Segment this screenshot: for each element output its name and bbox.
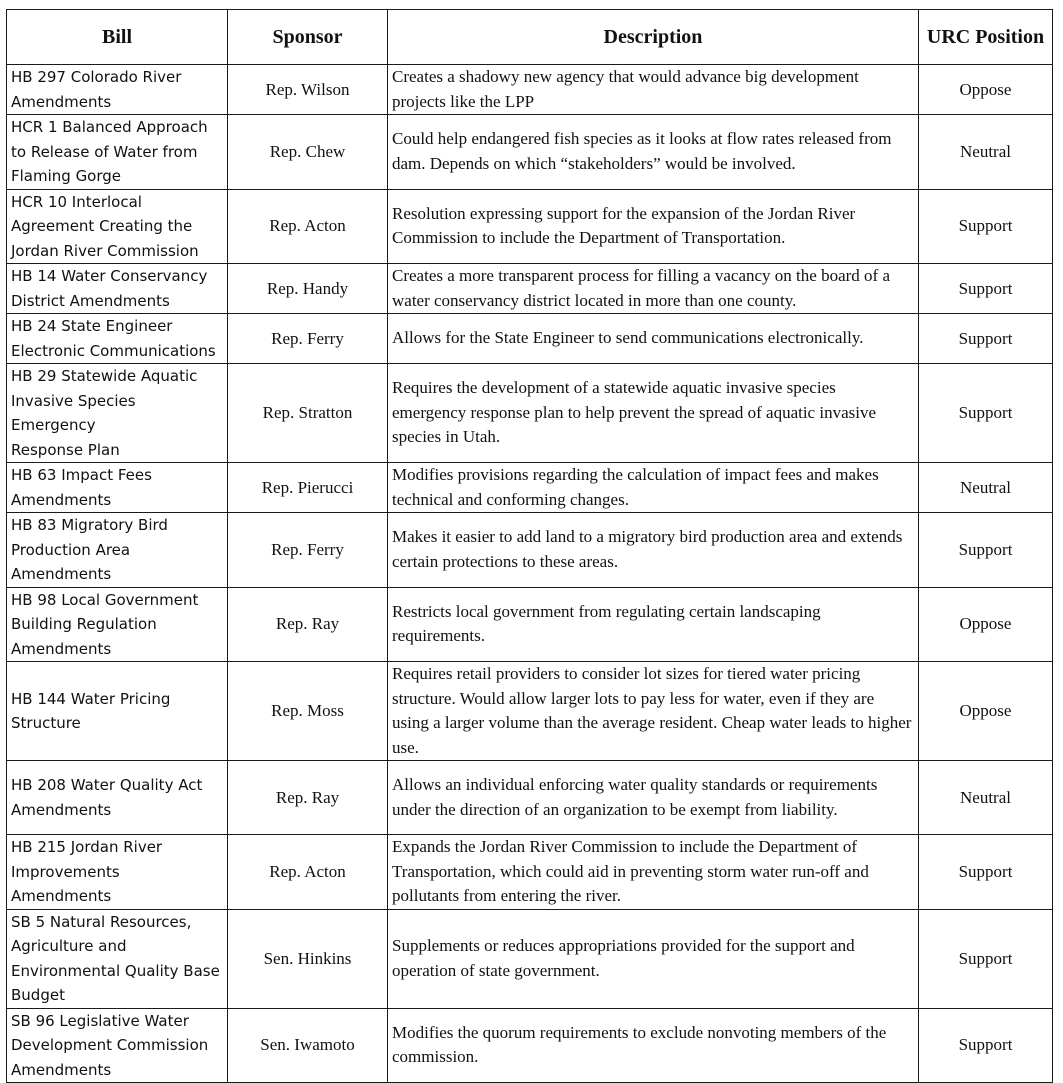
description-cell: Makes it easier to add land to a migratory bird production area and extends certain protections to these areas. [388,513,919,588]
table-row [7,761,1053,835]
header-description: Description [388,10,919,65]
sponsor-cell: Rep. Wilson [228,65,388,115]
bill-cell: HB 63 Impact Fees Amendments [7,463,228,513]
table-row [7,364,1053,463]
description-cell: Creates a more transparent process for filling a vacancy on the board of a water conservancy district located in more than one county. [388,264,919,314]
description-cell: Modifies the quorum requirements to exclude nonvoting members of the commission. [388,1008,919,1083]
bill-cell: HB 24 State Engineer Electronic Communications [7,314,228,364]
table-row [7,835,1053,910]
header-bill: Bill [7,10,228,65]
bill-cell: HB 208 Water Quality Act Amendments [7,761,228,835]
bill-cell: HB 297 Colorado River Amendments [7,65,228,115]
sponsor-cell: Sen. Iwamoto [228,1008,388,1083]
table-row [7,662,1053,761]
header-sponsor: Sponsor [228,10,388,65]
description-cell: Expands the Jordan River Commission to include the Department of Transportation, which could aid in preventing storm water run-off and pollutants from entering the river. [388,835,919,910]
description-cell: Restricts local government from regulating certain landscaping requirements. [388,587,919,662]
table-row [7,189,1053,264]
description-cell: Could help endangered fish species as it looks at flow rates released from dam. Depends on which “stakeholders” would be involved. [388,115,919,190]
description-cell: Allows an individual enforcing water quality standards or requirements under the direction of an organization to be exempt from liability. [388,761,919,835]
position-cell: Neutral [919,115,1053,190]
position-cell: Support [919,1008,1053,1083]
bill-cell: HCR 1 Balanced Approach to Release of Water from Flaming Gorge [7,115,228,190]
sponsor-cell: Rep. Pierucci [228,463,388,513]
sponsor-cell: Rep. Ray [228,587,388,662]
table-row [7,314,1053,364]
description-cell: Requires the development of a statewide aquatic invasive species emergency response plan to help prevent the spread of aquatic invasive species in Utah. [388,364,919,463]
sponsor-cell: Rep. Stratton [228,364,388,463]
bill-cell: SB 96 Legislative Water Development Commission Amendments [7,1008,228,1083]
header-row [7,10,1053,65]
sponsor-cell: Rep. Ferry [228,513,388,588]
position-cell: Support [919,264,1053,314]
bill-cell: HB 29 Statewide Aquatic Invasive Species Emergency Response Plan [7,364,228,463]
bills-table [6,9,1053,1083]
description-cell: Modifies provisions regarding the calculation of impact fees and makes technical and conforming changes. [388,463,919,513]
sponsor-cell: Rep. Acton [228,189,388,264]
bill-cell: SB 5 Natural Resources, Agriculture and Environmental Quality Base Budget [7,909,228,1008]
sponsor-cell: Rep. Ray [228,761,388,835]
bill-cell: HB 144 Water Pricing Structure [7,662,228,761]
table-row [7,587,1053,662]
description-cell: Requires retail providers to consider lot sizes for tiered water pricing structure. Would allow larger lots to pay less for water, even if they are using a larger volume than the average resident. Cheap water leads to higher use. [388,662,919,761]
bill-cell: HB 14 Water Conservancy District Amendments [7,264,228,314]
position-cell: Support [919,364,1053,463]
bill-cell: HB 83 Migratory Bird Production Area Amendments [7,513,228,588]
sponsor-cell: Rep. Ferry [228,314,388,364]
description-cell: Allows for the State Engineer to send communications electronically. [388,314,919,364]
bill-cell: HB 98 Local Government Building Regulation Amendments [7,587,228,662]
description-cell: Creates a shadowy new agency that would advance big development projects like the LPP [388,65,919,115]
position-cell: Oppose [919,662,1053,761]
position-cell: Oppose [919,587,1053,662]
position-cell: Neutral [919,463,1053,513]
table-row [7,264,1053,314]
table-row [7,909,1053,1008]
sponsor-cell: Rep. Handy [228,264,388,314]
description-cell: Supplements or reduces appropriations provided for the support and operation of state government. [388,909,919,1008]
sponsor-cell: Rep. Chew [228,115,388,190]
sponsor-cell: Sen. Hinkins [228,909,388,1008]
header-position: URC Position [919,10,1053,65]
description-cell: Resolution expressing support for the expansion of the Jordan River Commission to include the Department of Transportation. [388,189,919,264]
position-cell: Support [919,513,1053,588]
sponsor-cell: Rep. Acton [228,835,388,910]
position-cell: Oppose [919,65,1053,115]
table-row [7,463,1053,513]
position-cell: Support [919,314,1053,364]
table-row [7,65,1053,115]
position-cell: Support [919,189,1053,264]
position-cell: Support [919,909,1053,1008]
position-cell: Support [919,835,1053,910]
position-cell: Neutral [919,761,1053,835]
legislation-table-page [6,9,1053,1083]
table-row [7,1008,1053,1083]
bill-cell: HCR 10 Interlocal Agreement Creating the Jordan River Commission [7,189,228,264]
sponsor-cell: Rep. Moss [228,662,388,761]
table-row [7,115,1053,190]
table-row [7,513,1053,588]
bill-cell: HB 215 Jordan River Improvements Amendments [7,835,228,910]
